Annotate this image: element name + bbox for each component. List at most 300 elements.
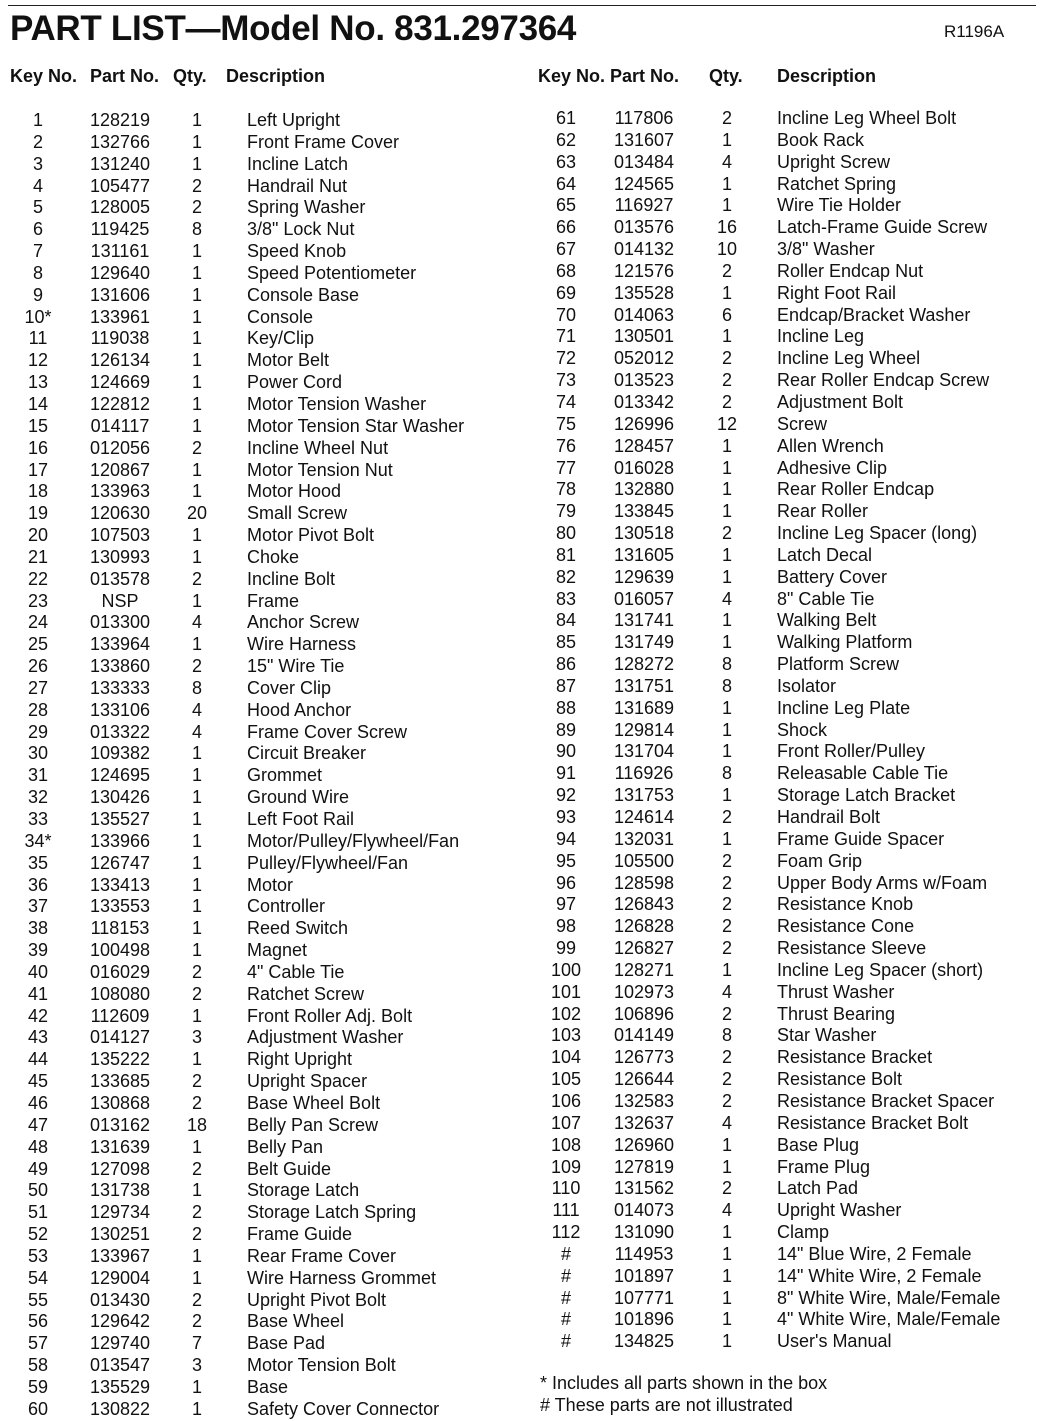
key-no-cell: 44: [27, 1049, 49, 1070]
part-no-cell: 126960: [613, 1134, 675, 1155]
key-no-cell: 16: [27, 437, 49, 458]
part-no-cell: 012056: [89, 437, 151, 458]
description-cell: Right Upright: [247, 1049, 353, 1070]
key-no-cell: 55: [27, 1289, 49, 1310]
key-no-cell: 35: [27, 852, 49, 873]
description-cell: Pulley/Flywheel/Fan: [247, 852, 409, 873]
description-cell: Motor Pivot Bolt: [247, 525, 375, 546]
table-row: [8, 896, 508, 918]
part-no-cell: 126773: [613, 1047, 675, 1068]
description-cell: 8" White Wire, Male/Female: [777, 1287, 1001, 1308]
key-no-cell: 36: [27, 874, 49, 895]
description-cell: Latch Pad: [777, 1178, 859, 1199]
table-row: [536, 239, 1046, 261]
part-no-cell: 131605: [613, 544, 675, 565]
key-no-cell: 104: [550, 1047, 582, 1068]
qty-cell: 20: [186, 503, 208, 524]
part-no-cell: 131607: [613, 129, 675, 150]
table-row: [8, 962, 508, 984]
qty-cell: 2: [191, 1224, 202, 1245]
table-row: [536, 458, 1046, 480]
qty-cell: 1: [191, 1136, 202, 1157]
qty-cell: 1: [721, 1265, 732, 1286]
key-no-cell: 50: [27, 1180, 49, 1201]
table-row: [8, 743, 508, 765]
qty-cell: 2: [721, 523, 732, 544]
part-no-cell: 101896: [613, 1309, 675, 1330]
table-row: [536, 1200, 1046, 1222]
table-header: [536, 64, 1046, 98]
key-no-cell: 1: [32, 110, 43, 130]
qty-cell: 1: [191, 918, 202, 939]
table-row: [536, 283, 1046, 305]
description-cell: Isolator: [777, 675, 837, 696]
table-row: [536, 589, 1046, 611]
key-no-cell: 93: [555, 807, 577, 827]
table-row: [536, 217, 1046, 239]
qty-cell: 1: [191, 1376, 202, 1397]
table-row: [8, 132, 508, 154]
part-no-cell: 130426: [89, 787, 151, 808]
part-no-cell: 135222: [89, 1049, 151, 1070]
description-cell: Incline Leg Plate: [777, 697, 911, 718]
key-no-cell: 45: [27, 1071, 49, 1092]
qty-cell: 1: [191, 241, 202, 262]
table-row: [8, 1290, 508, 1312]
description-cell: Choke: [247, 546, 300, 567]
key-no-cell: 65: [555, 195, 577, 216]
qty-cell: 1: [721, 566, 732, 587]
qty-cell: 2: [191, 1071, 202, 1092]
key-no-cell: 91: [555, 763, 577, 784]
description-cell: Front Roller Adj. Bolt: [247, 1005, 413, 1026]
table-row: [8, 809, 508, 831]
part-no-cell: 131741: [613, 610, 675, 631]
part-no-cell: 013578: [89, 568, 151, 589]
key-no-cell: 41: [27, 983, 49, 1004]
table-row: [536, 1244, 1046, 1266]
description-cell: Screw: [777, 413, 828, 434]
table-row: [8, 1093, 508, 1115]
description-cell: Rear Roller Endcap Screw: [777, 370, 990, 391]
part-no-cell: 132583: [613, 1090, 675, 1111]
description-cell: 3/8" Lock Nut: [247, 219, 355, 240]
table-row: [8, 875, 508, 897]
description-cell: Incline Leg Spacer (long): [777, 523, 978, 544]
qty-cell: 1: [191, 896, 202, 917]
table-row: [8, 241, 508, 263]
description-cell: Safety Cover Connector: [247, 1398, 440, 1419]
key-no-cell: 85: [555, 632, 577, 653]
qty-cell: 1: [191, 1049, 202, 1070]
qty-cell: 2: [721, 1047, 732, 1068]
qty-cell: 1: [191, 634, 202, 655]
key-no-cell: 109: [550, 1156, 582, 1177]
qty-cell: 2: [721, 938, 732, 959]
key-no-cell: 72: [555, 348, 577, 369]
key-no-cell: 92: [555, 785, 577, 806]
key-no-cell: 33: [27, 809, 49, 829]
table-row: [536, 654, 1046, 676]
table-row: [536, 741, 1046, 763]
table-row: [536, 851, 1046, 873]
description-cell: Front Roller/Pulley: [777, 741, 926, 762]
key-no-cell: 27: [27, 677, 49, 698]
table-row: [536, 807, 1046, 829]
qty-cell: 1: [191, 153, 202, 174]
key-no-cell: 53: [27, 1245, 49, 1266]
table-row: [536, 632, 1046, 654]
table-row: [536, 545, 1046, 567]
qty-cell: 2: [721, 1003, 732, 1024]
table-row: [8, 1137, 508, 1159]
table-row: [8, 1246, 508, 1268]
description-cell: Motor Tension Nut: [247, 459, 393, 480]
top-rule: [8, 5, 1036, 6]
key-no-cell: 68: [555, 260, 577, 281]
table-row: [536, 348, 1046, 370]
description-cell: Console: [247, 306, 314, 327]
qty-cell: 2: [191, 961, 202, 982]
qty-cell: 1: [191, 787, 202, 808]
description-cell: Roller Endcap Nut: [777, 260, 924, 281]
part-no-cell: 116926: [614, 763, 674, 784]
description-cell: Belly Pan: [247, 1136, 324, 1157]
part-no-cell: 126828: [613, 916, 675, 937]
part-no-cell: 016029: [89, 961, 151, 982]
table-row: [8, 656, 508, 678]
table-header: [8, 64, 508, 98]
table-row: [8, 307, 508, 329]
table-row: [536, 1004, 1046, 1026]
table-row: [536, 501, 1046, 523]
table-row: [8, 1377, 508, 1399]
part-no-cell: 135528: [613, 282, 675, 303]
table-row: [8, 765, 508, 787]
key-no-cell: 58: [27, 1355, 49, 1376]
key-no-cell: 18: [27, 481, 49, 502]
table-row: [536, 916, 1046, 938]
table-row: [536, 960, 1046, 982]
table-row: [536, 152, 1046, 174]
key-no-cell: 105: [550, 1069, 582, 1090]
header-key-no: Key No.: [10, 66, 78, 86]
key-no-cell: 76: [555, 435, 577, 456]
key-no-cell: 48: [27, 1136, 49, 1157]
qty-cell: 2: [721, 1069, 732, 1090]
description-cell: Belt Guide: [247, 1158, 332, 1179]
key-no-cell: 42: [27, 1005, 49, 1026]
key-no-cell: 54: [27, 1267, 49, 1288]
qty-cell: 1: [721, 1222, 732, 1243]
key-no-cell: 74: [555, 391, 577, 412]
table-row: [8, 787, 508, 809]
qty-cell: 1: [721, 610, 732, 631]
part-no-cell: 118153: [90, 918, 150, 939]
qty-cell: 1: [721, 282, 732, 303]
part-no-cell: 128271: [613, 959, 675, 980]
description-cell: Resistance Bracket Spacer: [777, 1090, 995, 1111]
part-no-cell: 014132: [613, 239, 675, 260]
part-no-cell: 128598: [613, 872, 675, 893]
description-cell: Console Base: [247, 284, 360, 305]
description-cell: Base Wheel Bolt: [247, 1092, 381, 1113]
qty-cell: 1: [721, 326, 732, 347]
key-no-cell: 26: [27, 656, 49, 677]
description-cell: Motor Hood: [247, 481, 342, 502]
description-cell: Allen Wrench: [777, 435, 884, 456]
table-row: [536, 479, 1046, 501]
key-no-cell: 99: [555, 938, 577, 959]
table-row: [536, 1331, 1046, 1353]
table-row: [536, 1222, 1046, 1244]
part-no-cell: 126827: [613, 938, 675, 959]
table-row: [536, 305, 1046, 327]
description-cell: Incline Leg Wheel Bolt: [777, 108, 957, 128]
part-no-cell: 120867: [89, 459, 151, 480]
description-cell: Front Frame Cover: [247, 131, 400, 152]
qty-cell: 7: [191, 1333, 202, 1354]
part-no-cell: 132031: [613, 828, 675, 849]
header-qty: Qty.: [709, 66, 743, 86]
qty-cell: 2: [191, 175, 202, 196]
part-no-cell: 133553: [89, 896, 151, 917]
qty-cell: 1: [191, 743, 202, 764]
table-row: [8, 1399, 508, 1421]
description-cell: Resistance Bracket: [777, 1047, 933, 1068]
table-row: [8, 1268, 508, 1290]
description-cell: Upright Washer: [777, 1200, 902, 1221]
qty-cell: 1: [721, 1156, 732, 1177]
table-row: [536, 610, 1046, 632]
table-row: [8, 1180, 508, 1202]
table-row: [536, 436, 1046, 458]
key-no-cell: 40: [27, 961, 49, 982]
header-qty: Qty.: [173, 66, 207, 86]
table-row: [536, 108, 1046, 130]
table-row: [536, 130, 1046, 152]
parts-table-left: [8, 64, 508, 1421]
description-cell: Motor Tension Washer: [247, 393, 427, 414]
key-no-cell: 60: [27, 1398, 49, 1419]
qty-cell: 1: [191, 393, 202, 414]
description-cell: User's Manual: [777, 1331, 892, 1352]
qty-cell: 1: [721, 1309, 732, 1330]
description-cell: Wire Tie Holder: [777, 195, 902, 216]
description-cell: Clamp: [777, 1222, 830, 1243]
part-no-cell: 124695: [89, 765, 151, 786]
description-cell: Frame: [247, 590, 300, 611]
qty-cell: 10: [716, 239, 738, 260]
qty-cell: 1: [191, 481, 202, 502]
part-no-cell: 107771: [613, 1287, 675, 1308]
parts-rows-right: [536, 108, 1046, 1353]
part-no-cell: 114953: [614, 1243, 674, 1264]
part-no-cell: 129640: [89, 262, 151, 283]
table-row: [536, 982, 1046, 1004]
description-cell: Right Foot Rail: [777, 282, 897, 303]
part-no-cell: 013576: [613, 217, 675, 238]
description-cell: Latch-Frame Guide Screw: [777, 217, 988, 238]
description-cell: Endcap/Bracket Washer: [777, 304, 971, 325]
key-no-cell: 94: [555, 828, 577, 849]
qty-cell: 1: [191, 590, 202, 611]
qty-cell: 8: [721, 675, 732, 696]
qty-cell: 1: [191, 110, 202, 130]
qty-cell: 1: [191, 459, 202, 480]
key-no-cell: 51: [27, 1202, 49, 1223]
description-cell: Resistance Bracket Bolt: [777, 1112, 969, 1133]
key-no-cell: 101: [550, 981, 582, 1002]
key-no-cell: 96: [555, 872, 577, 893]
table-row: [536, 1266, 1046, 1288]
table-row: [8, 525, 508, 547]
key-no-cell: 57: [27, 1333, 49, 1354]
qty-cell: 2: [721, 391, 732, 412]
description-cell: 4" White Wire, Male/Female: [777, 1309, 1001, 1330]
part-no-cell: 133333: [89, 677, 151, 698]
qty-cell: 1: [721, 129, 732, 150]
description-cell: 4" Cable Tie: [247, 961, 345, 982]
qty-cell: 2: [721, 872, 732, 893]
key-no-cell: 86: [555, 654, 577, 675]
part-no-cell: 130822: [89, 1398, 151, 1419]
description-cell: Motor/Pulley/Flywheel/Fan: [247, 830, 460, 851]
part-no-cell: 126644: [613, 1069, 675, 1090]
part-no-cell: 013162: [89, 1114, 151, 1135]
qty-cell: 2: [721, 1090, 732, 1111]
description-cell: Thrust Bearing: [777, 1003, 896, 1024]
part-no-cell: 109382: [89, 743, 151, 764]
qty-cell: 2: [191, 568, 202, 589]
part-no-cell: 133860: [89, 656, 151, 677]
part-no-cell: 131606: [89, 284, 151, 305]
part-no-cell: 133845: [613, 501, 675, 522]
qty-cell: 1: [721, 1243, 732, 1264]
key-no-cell: 87: [555, 675, 577, 696]
part-no-cell: 131751: [613, 675, 675, 696]
description-cell: Storage Latch Bracket: [777, 785, 956, 806]
table-row: [536, 720, 1046, 742]
part-no-cell: 013300: [89, 612, 151, 633]
qty-cell: 1: [721, 195, 732, 216]
qty-cell: 1: [721, 785, 732, 806]
part-no-cell: 131749: [613, 632, 675, 653]
qty-cell: 1: [191, 546, 202, 567]
table-row: [8, 176, 508, 198]
key-no-cell: 11: [28, 328, 48, 349]
qty-cell: 2: [191, 1202, 202, 1223]
qty-cell: 1: [191, 415, 202, 436]
qty-cell: 1: [721, 632, 732, 653]
table-row: [8, 197, 508, 219]
table-row: [536, 523, 1046, 545]
part-no-cell: 131689: [613, 697, 675, 718]
description-cell: Storage Latch Spring: [247, 1202, 417, 1223]
description-cell: Hood Anchor: [247, 699, 352, 720]
description-cell: Speed Potentiometer: [247, 262, 417, 283]
table-row: [8, 1049, 508, 1071]
key-no-cell: 56: [27, 1311, 49, 1332]
description-cell: Base Wheel: [247, 1311, 345, 1332]
part-no-cell: 132637: [613, 1112, 675, 1133]
key-no-cell: 88: [555, 697, 577, 718]
part-no-cell: 120630: [89, 503, 151, 524]
qty-cell: 1: [721, 719, 732, 740]
description-cell: 15" Wire Tie: [247, 656, 345, 677]
key-no-cell: 67: [555, 239, 577, 260]
description-cell: Book Rack: [777, 129, 865, 150]
key-no-cell: 23: [27, 590, 49, 611]
table-row: [8, 678, 508, 700]
part-no-cell: 131704: [613, 741, 675, 762]
table-row: [8, 154, 508, 176]
table-row: [8, 1333, 508, 1355]
description-cell: Power Cord: [247, 372, 343, 393]
table-row: [8, 503, 508, 525]
description-cell: Walking Belt: [777, 610, 877, 631]
table-row: [536, 1309, 1046, 1331]
qty-cell: 8: [721, 763, 732, 784]
qty-cell: 2: [721, 260, 732, 281]
part-no-cell: 116927: [614, 195, 674, 216]
description-cell: Upright Pivot Bolt: [247, 1289, 387, 1310]
qty-cell: 1: [721, 501, 732, 522]
part-no-cell: 121576: [613, 260, 675, 281]
description-cell: Adjustment Bolt: [777, 391, 904, 412]
qty-cell: 1: [191, 328, 202, 349]
qty-cell: 1: [191, 1005, 202, 1026]
part-no-cell: 014149: [613, 1025, 675, 1046]
part-no-cell: 130501: [613, 326, 675, 347]
description-cell: Resistance Bolt: [777, 1069, 903, 1090]
part-no-cell: 131639: [89, 1136, 151, 1157]
part-no-cell: 128219: [89, 110, 151, 130]
qty-cell: 1: [721, 697, 732, 718]
table-row: [8, 1071, 508, 1093]
description-cell: Magnet: [247, 940, 308, 961]
description-cell: Motor Belt: [247, 350, 330, 371]
qty-cell: 2: [191, 1289, 202, 1310]
key-no-cell: 32: [27, 787, 49, 808]
part-no-cell: 105500: [613, 850, 675, 871]
key-no-cell: #: [560, 1309, 571, 1330]
table-row: [536, 829, 1046, 851]
part-no-cell: 133963: [89, 481, 151, 502]
key-no-cell: 83: [555, 588, 577, 609]
description-cell: Small Screw: [247, 503, 348, 524]
description-cell: Upright Screw: [777, 151, 891, 172]
table-row: [8, 1311, 508, 1333]
qty-cell: 1: [721, 1287, 732, 1308]
qty-cell: 1: [191, 350, 202, 371]
part-no-cell: 112609: [90, 1005, 150, 1026]
table-row: [536, 1157, 1046, 1179]
qty-cell: 1: [191, 852, 202, 873]
part-no-cell: 119425: [90, 219, 150, 240]
part-no-cell: 128272: [613, 654, 675, 675]
qty-cell: 1: [721, 741, 732, 762]
table-row: [8, 219, 508, 241]
table-row: [8, 918, 508, 940]
part-no-cell: 127098: [89, 1158, 151, 1179]
part-no-cell: 127819: [613, 1156, 675, 1177]
qty-cell: 1: [191, 940, 202, 961]
description-cell: Motor Tension Star Washer: [247, 415, 465, 436]
part-no-cell: 128005: [89, 197, 151, 218]
qty-cell: 1: [191, 306, 202, 327]
part-no-cell: 014073: [613, 1200, 675, 1221]
